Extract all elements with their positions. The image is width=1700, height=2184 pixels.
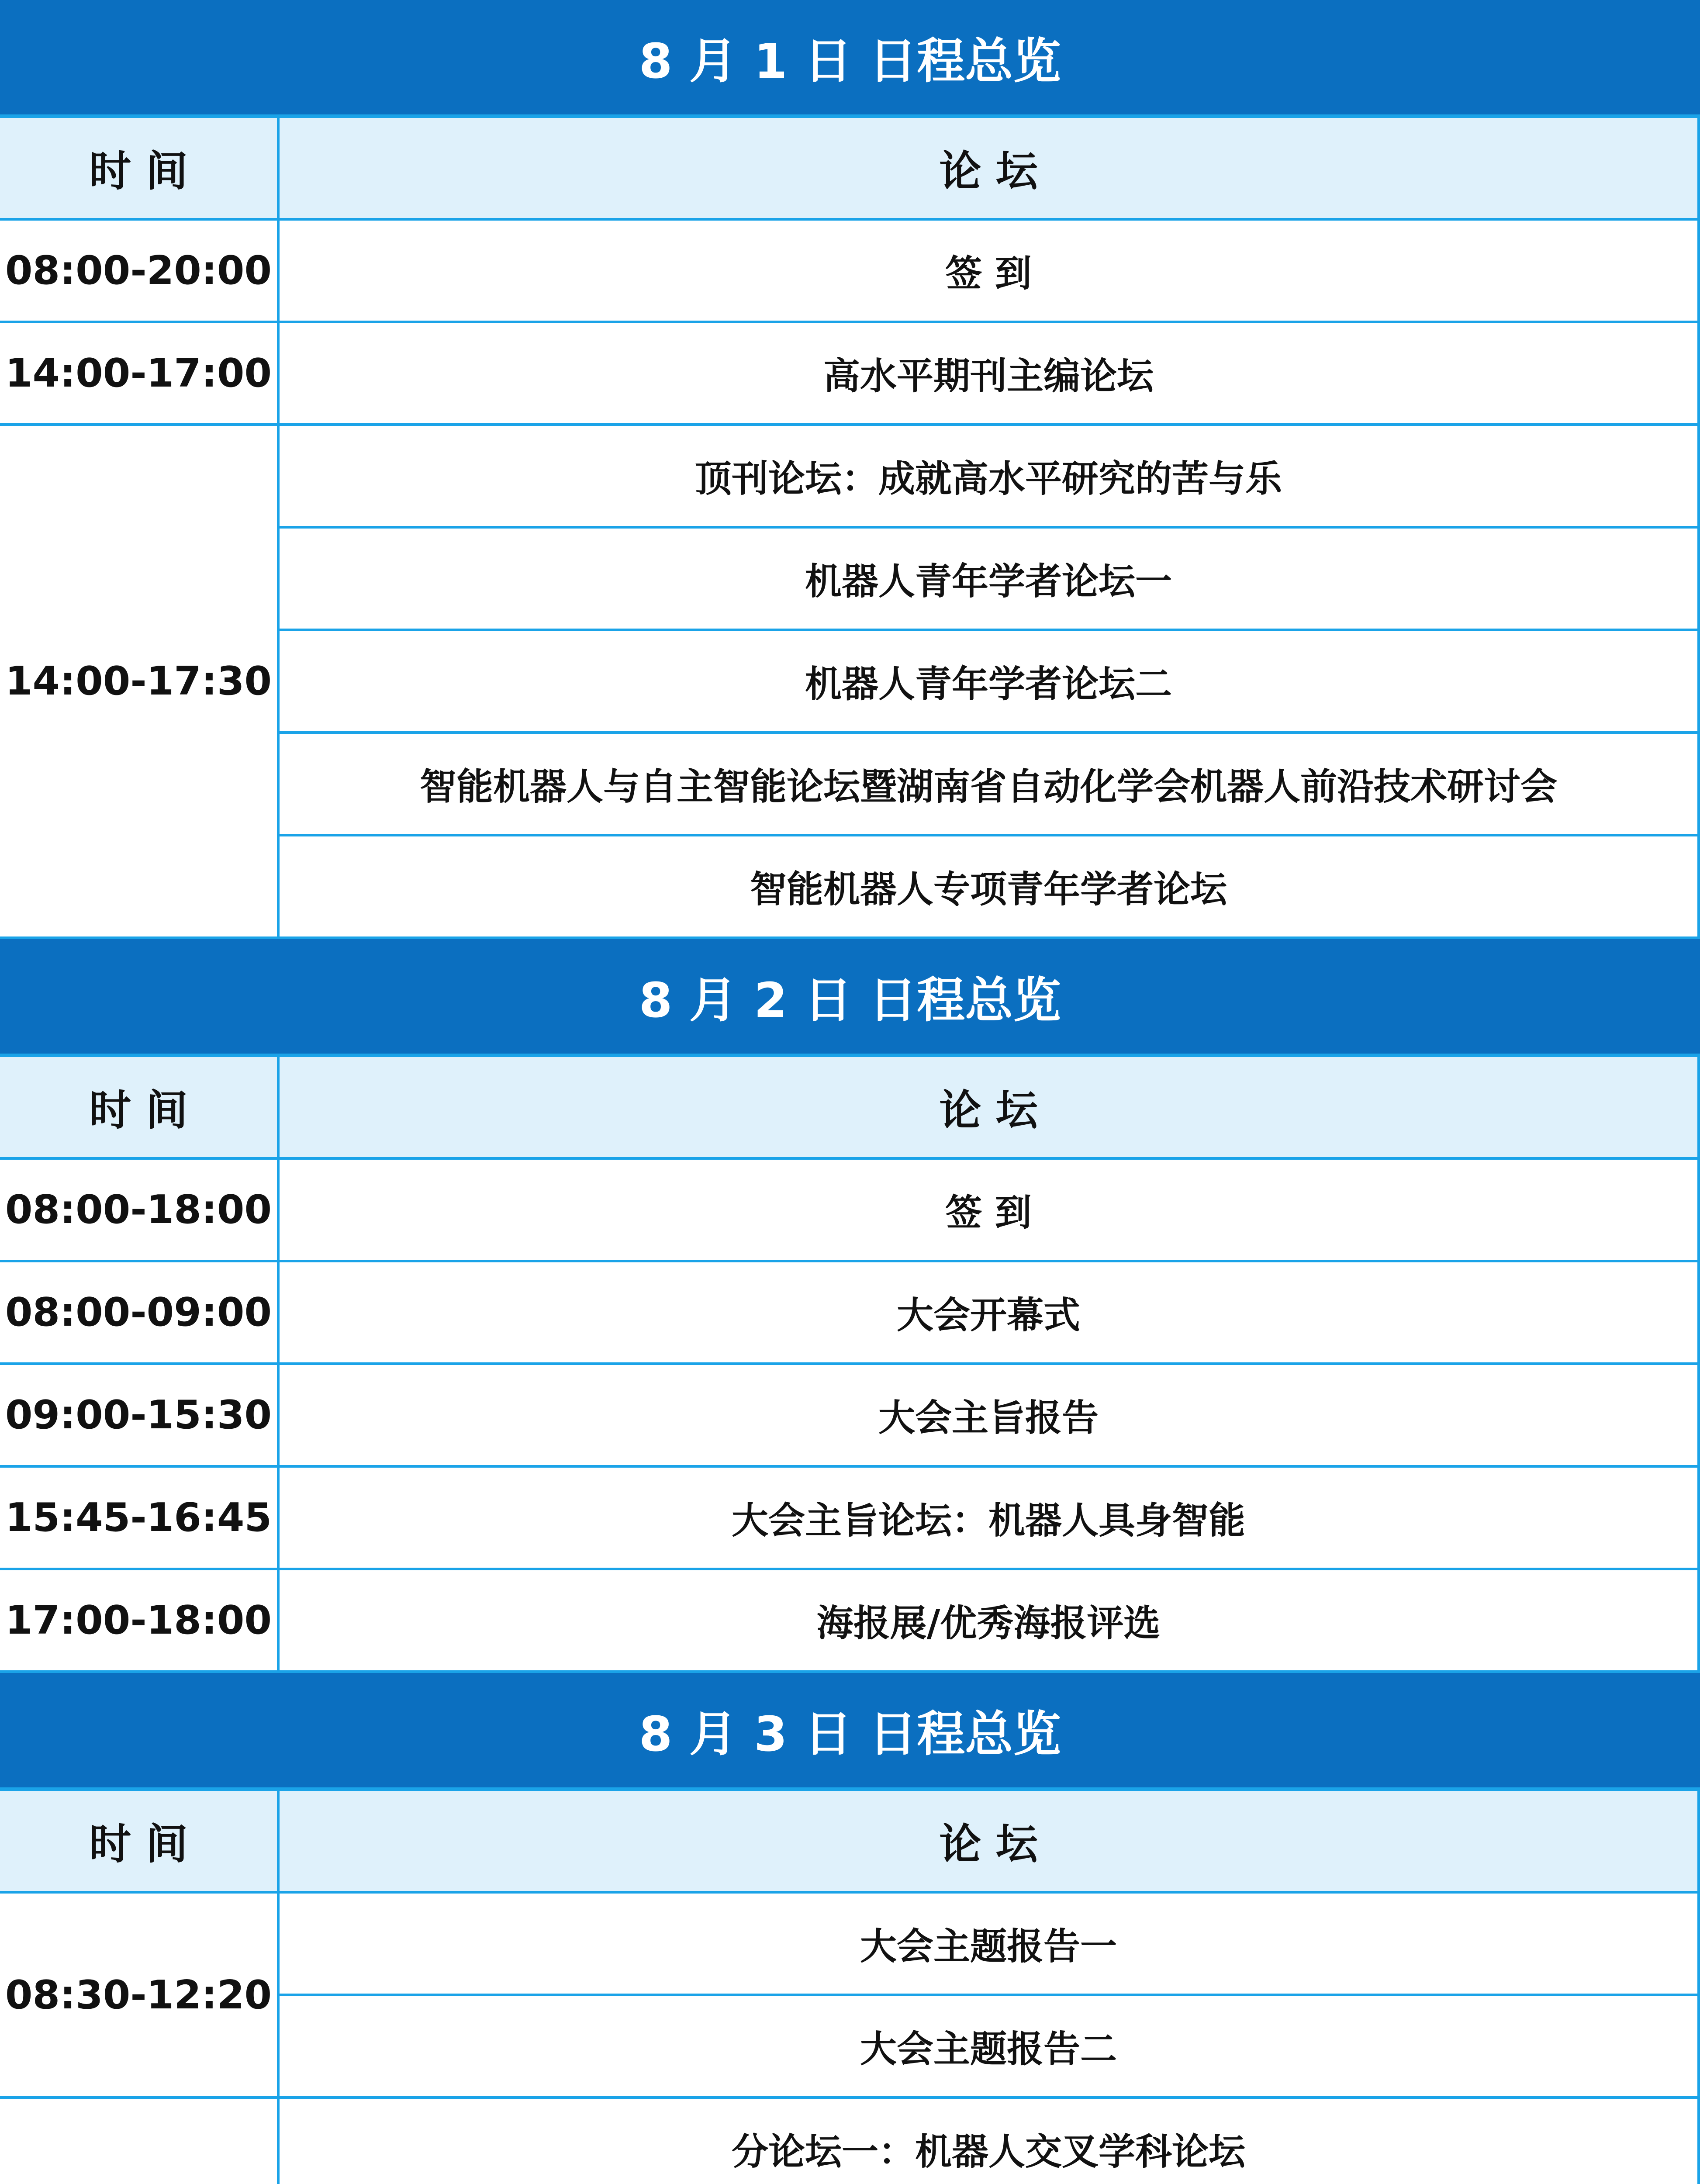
forum-column-header: 论 坛 — [280, 1791, 1700, 1894]
time-column-header: 时 间 — [0, 118, 280, 221]
forum-cell: 智能机器人专项青年学者论坛 — [280, 836, 1700, 939]
time-cell: 14:00-17:00 — [0, 323, 280, 426]
forum-cell: 大会主题报告一 — [280, 1894, 1700, 1996]
forum-cell: 大会主题报告二 — [280, 1996, 1700, 2099]
time-cell — [0, 2099, 280, 2184]
forum-column-header: 论 坛 — [280, 1057, 1700, 1160]
forum-cell: 机器人青年学者论坛一 — [280, 529, 1700, 631]
forum-cell: 大会主旨报告 — [280, 1365, 1700, 1468]
forum-cell: 签 到 — [280, 221, 1700, 323]
time-cell: 09:00-15:30 — [0, 1365, 280, 1468]
time-cell: 08:00-18:00 — [0, 1160, 280, 1262]
time-cell: 08:30-12:20 — [0, 1894, 280, 2099]
forum-cell: 大会开幕式 — [280, 1262, 1700, 1365]
time-cell: 15:45-16:45 — [0, 1468, 280, 1570]
day-header: 8 月 2 日 日程总览 — [0, 939, 1700, 1057]
time-cell: 17:00-18:00 — [0, 1570, 280, 1673]
forum-cell: 机器人青年学者论坛二 — [280, 631, 1700, 734]
forum-cell: 大会主旨论坛：机器人具身智能 — [280, 1468, 1700, 1570]
forum-cell: 海报展/优秀海报评选 — [280, 1570, 1700, 1673]
time-column-header: 时 间 — [0, 1791, 280, 1894]
day-header: 8 月 1 日 日程总览 — [0, 0, 1700, 118]
day-header: 8 月 3 日 日程总览 — [0, 1673, 1700, 1791]
forum-cell: 顶刊论坛：成就高水平研究的苦与乐 — [280, 426, 1700, 529]
forum-column-header: 论 坛 — [280, 118, 1700, 221]
forum-cell: 智能机器人与自主智能论坛暨湖南省自动化学会机器人前沿技术研讨会 — [280, 734, 1700, 836]
forum-cell: 高水平期刊主编论坛 — [280, 323, 1700, 426]
time-column-header: 时 间 — [0, 1057, 280, 1160]
forum-cell: 分论坛一：机器人交叉学科论坛 — [280, 2099, 1700, 2184]
time-cell: 08:00-20:00 — [0, 221, 280, 323]
time-cell: 08:00-09:00 — [0, 1262, 280, 1365]
time-cell: 14:00-17:30 — [0, 426, 280, 939]
forum-cell: 签 到 — [280, 1160, 1700, 1262]
